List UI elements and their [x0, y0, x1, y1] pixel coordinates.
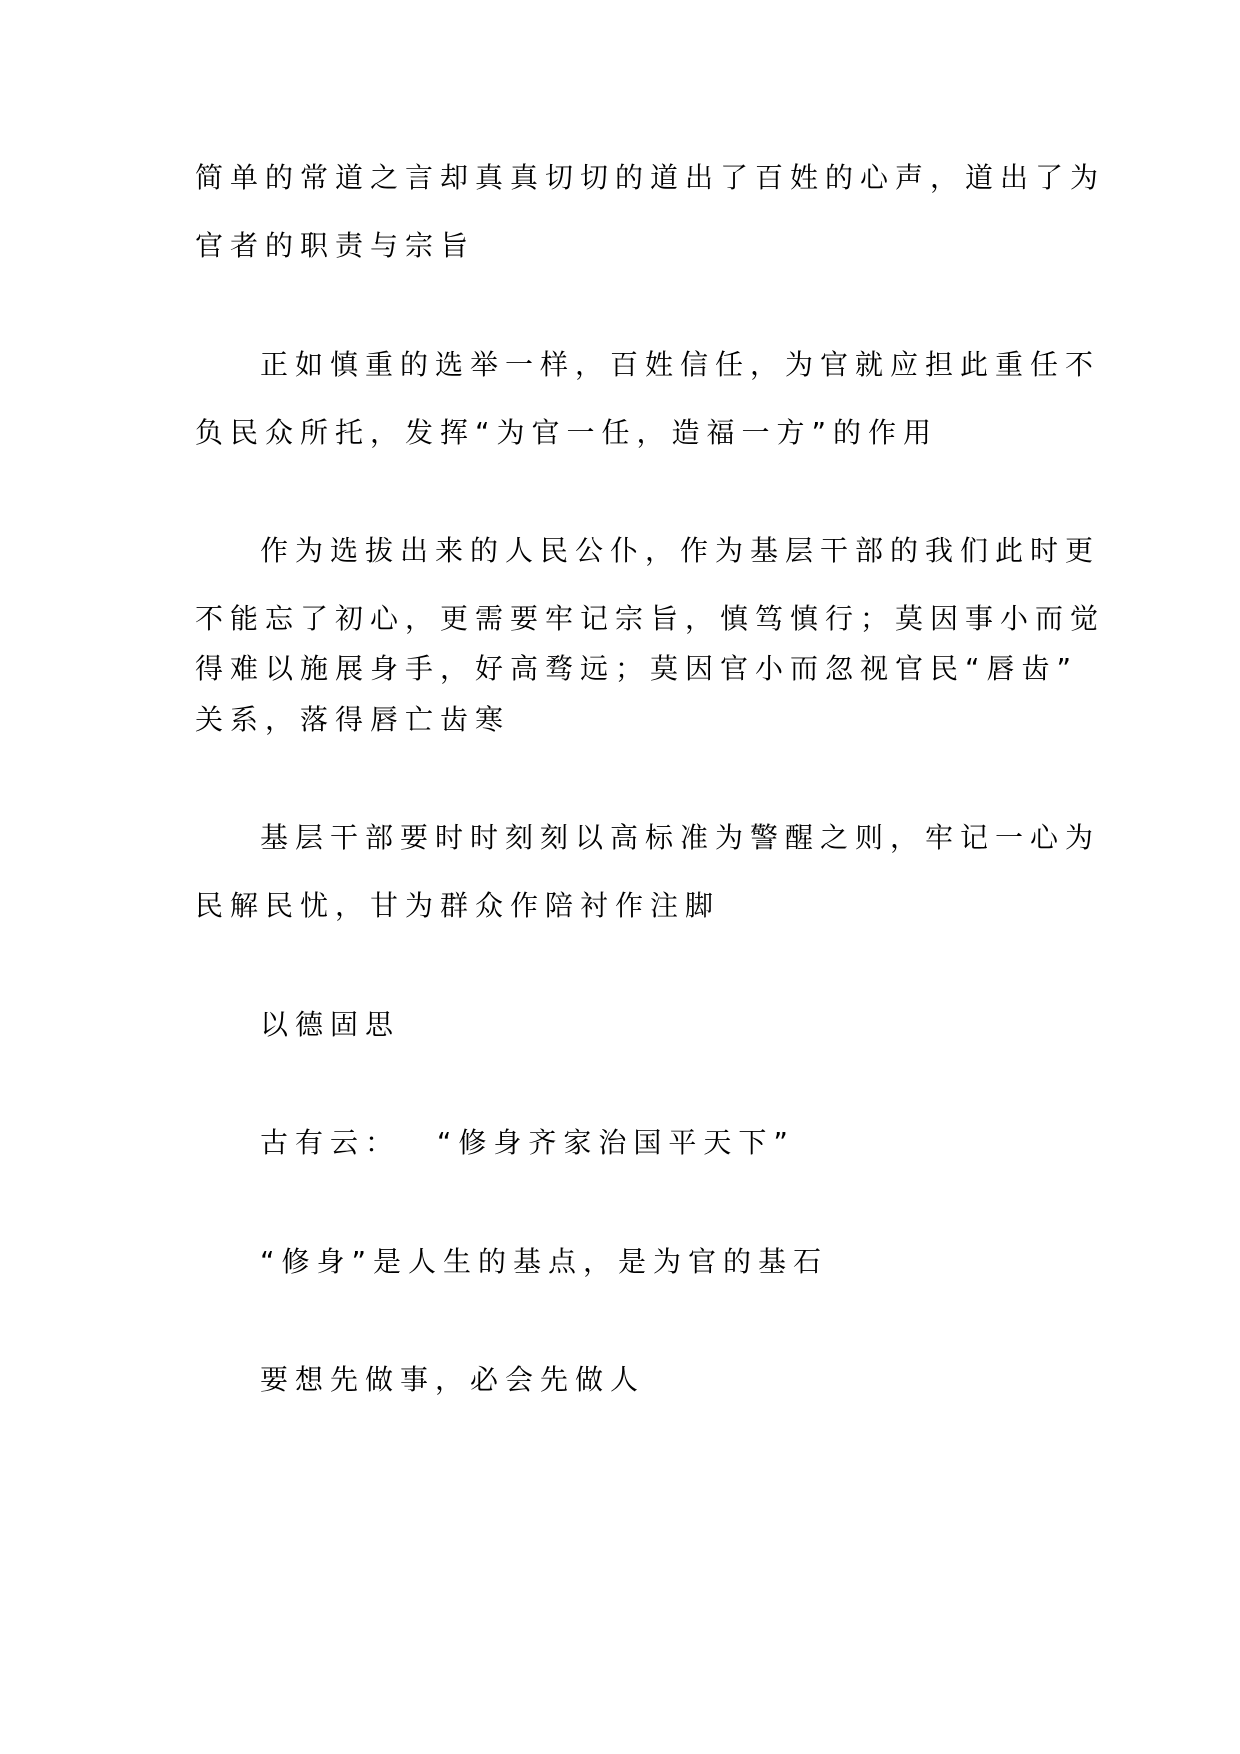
paragraph-4-line-2: 民解民忧，甘为群众作陪衬作注脚: [195, 889, 721, 922]
paragraph-4-line-1: 基层干部要时时刻刻以高标准为警醒之则，牢记一心为: [260, 821, 1101, 854]
paragraph-7-line-1: “修身”是人生的基点，是为官的基石: [260, 1245, 829, 1278]
paragraph-3-line-3: 得难以施展身手，好高骛远；莫因官小而忽视官民“唇齿”: [195, 652, 1079, 685]
paragraph-3-line-4: 关系，落得唇亡齿寒: [195, 703, 511, 736]
paragraph-3-line-2: 不能忘了初心，更需要牢记宗旨，慎笃慎行；莫因事小而觉: [195, 602, 1106, 635]
paragraph-8-line-1: 要想先做事，必会先做人: [260, 1363, 646, 1396]
paragraph-2-line-2: 负民众所托，发挥“为官一任，造福一方”的作用: [195, 416, 939, 449]
paragraph-2-line-1: 正如慎重的选举一样，百姓信任，为官就应担此重任不: [260, 348, 1101, 381]
paragraph-6-line-1: 古有云： “修身齐家治国平天下”: [260, 1126, 795, 1159]
paragraph-5-line-1: 以德固思: [260, 1008, 401, 1041]
paragraph-1-line-2: 官者的职责与宗旨: [195, 229, 476, 262]
paragraph-3-line-1: 作为选拔出来的人民公仆，作为基层干部的我们此时更: [260, 534, 1101, 567]
paragraph-1-line-1: 简单的常道之言却真真切切的道出了百姓的心声，道出了为: [195, 161, 1106, 194]
